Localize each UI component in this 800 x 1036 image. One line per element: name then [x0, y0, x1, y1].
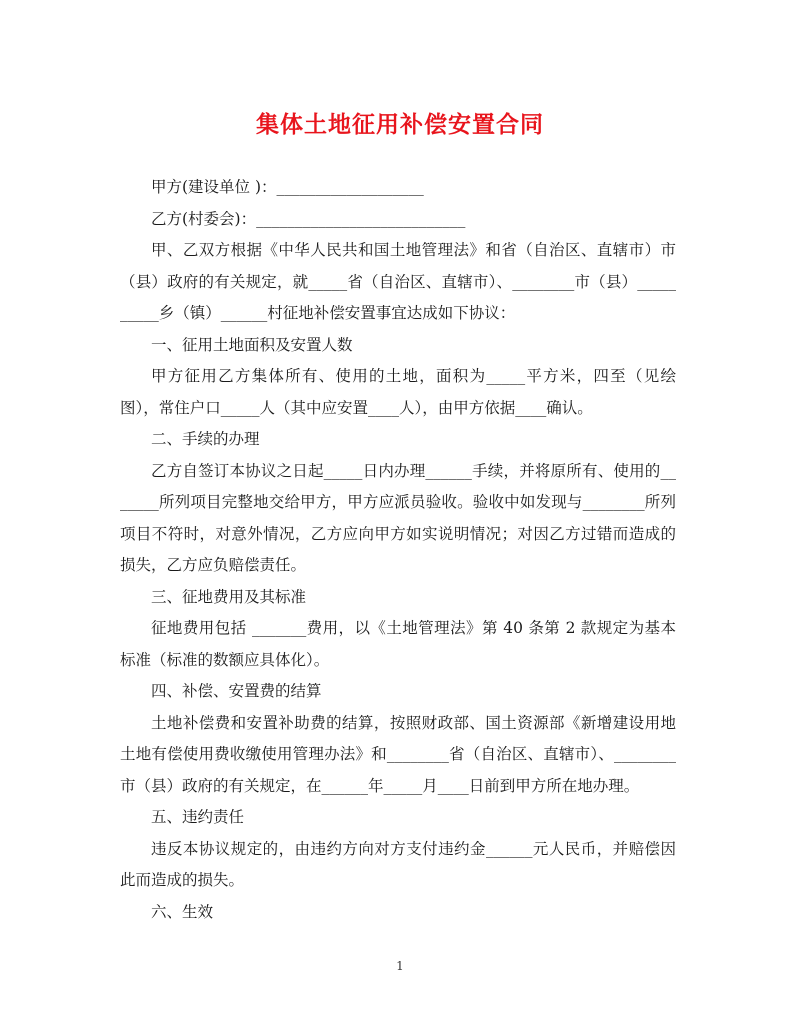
- section-heading-6: 六、生效: [151, 902, 214, 921]
- section-heading-3: 三、征地费用及其标准: [151, 587, 307, 606]
- section-heading-5: 五、违约责任: [151, 808, 245, 826]
- section-heading-4: 四、补偿、安置费的结算: [151, 682, 322, 700]
- section-heading-2: 二、手续的办理: [151, 430, 260, 448]
- document-body: [120, 172, 676, 928]
- preamble-paragraph: 甲、乙双方根据《中华人民共和国土地管理法》和省（自治区、直辖市）市（县）政府的有关规定，就_____省（自治区、直辖市）、________市（县）__________乡（镇）______村征地补偿安置事宜达成如下协议：: [120, 241, 676, 322]
- party-b-line: 乙方(村委会)：___________________________: [151, 209, 466, 228]
- section-1-paragraph: 甲方征用乙方集体所有、使用的土地，面积为_____平方米，四至（见绘图），常住户口_____人（其中应安置____人），由甲方依据____确认。: [120, 367, 676, 417]
- section-heading-1: 一、征用土地面积及安置人数: [151, 335, 353, 354]
- section-3-paragraph: 征地费用包括 _______费用，以《土地管理法》第 40 条第 2 款规定为基本标准（标准的数额应具体化）。: [120, 619, 676, 669]
- document-title: 集体土地征用补偿安置合同: [256, 112, 544, 138]
- section-2-paragraph: 乙方自签订本协议之日起_____日内办理______手续，并将原所有、使用的_______所列项目完整地交给甲方，甲方应派员验收。验收中如发现与________所列项目不符时，对意外情况，乙方应向甲方如实说明情况；对因乙方过错而造成的损失，乙方应负赔偿责任。: [120, 461, 676, 574]
- page-number: 1: [396, 959, 404, 973]
- section-4-paragraph: 土地补偿费和安置补助费的结算，按照财政部、国土资源部《新增建设用地土地有偿使用费收缴使用管理办法》和________省（自治区、直辖市）、________市（县）政府的有关规定，在______年_____月____日前到甲方所在地办理。: [120, 713, 676, 795]
- section-5-paragraph: 违反本协议规定的，由违约方向对方支付违约金______元人民币，并赔偿因此而造成的损失。: [120, 839, 676, 889]
- party-a-line: 甲方(建设单位 )：___________________: [151, 178, 424, 196]
